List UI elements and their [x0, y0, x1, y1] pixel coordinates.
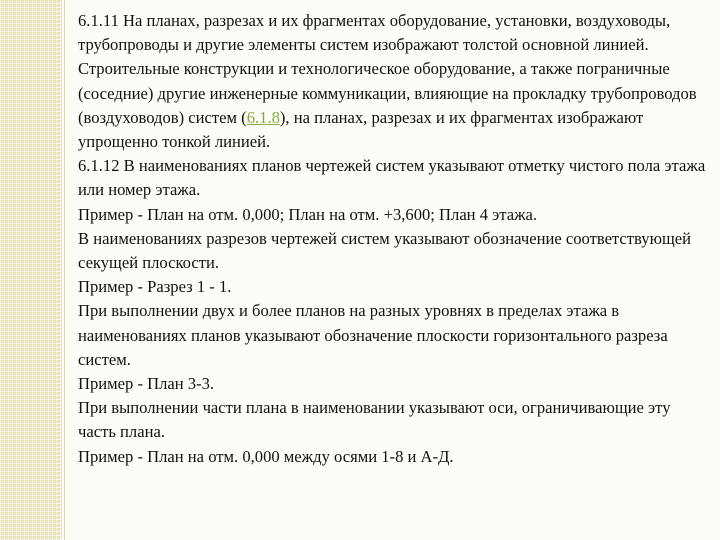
- paragraph-6-1-11: 6.1.11 На планах, разрезах и их фрагментах оборудование, установки, воздуховоды, трубопроводы и другие элементы систем изображают толстой основной линией.: [78, 11, 671, 55]
- paragraph-multiple-plans: При выполнении двух и более планов на разных уровнях в пределах этажа в наименованиях планов указывают обозначение плоскости горизонтального разреза систем.: [78, 301, 668, 369]
- reference-link-6-1-8[interactable]: 6.1.8: [246, 107, 280, 127]
- paragraph-section-names: В наименованиях разрезов чертежей систем указывают обозначение соответствующей секущей плоскости.: [78, 228, 691, 273]
- example-plan-axes: Пример - План на отм. 0,000 между осями 1-8 и А-Д.: [78, 446, 454, 466]
- paragraph-constructions: [78, 57, 708, 154]
- example-section: Пример - Разрез 1 - 1.: [78, 277, 232, 297]
- example-plan-levels: Пример - План на отм. 0,000; План на отм. +3,600; План 4 этажа.: [78, 204, 538, 224]
- decorative-side-band: [0, 0, 62, 540]
- slide-body-text: [78, 9, 708, 469]
- paragraph-partial-plan: При выполнении части плана в наименовании указывают оси, ограничивающие эту часть плана.: [78, 398, 671, 442]
- paragraph-constructions-text-end: ), на планах, разрезах и их фрагментах изображают упрощенно тонкой линией.: [78, 107, 644, 152]
- paragraph-6-1-12: 6.1.12 В наименованиях планов чертежей систем указывают отметку чистого пола этажа или номер этажа.: [78, 156, 706, 200]
- decorative-divider: [64, 0, 65, 540]
- paragraph-constructions-text-start: Строительные конструкции и технологическое оборудование, а также пограничные (соседние) другие инженерные коммуникации, влияющие на прокладку трубопроводов (воздуховодов) систем (: [78, 59, 697, 127]
- example-plan-3-3: Пример - План 3-3.: [78, 374, 215, 394]
